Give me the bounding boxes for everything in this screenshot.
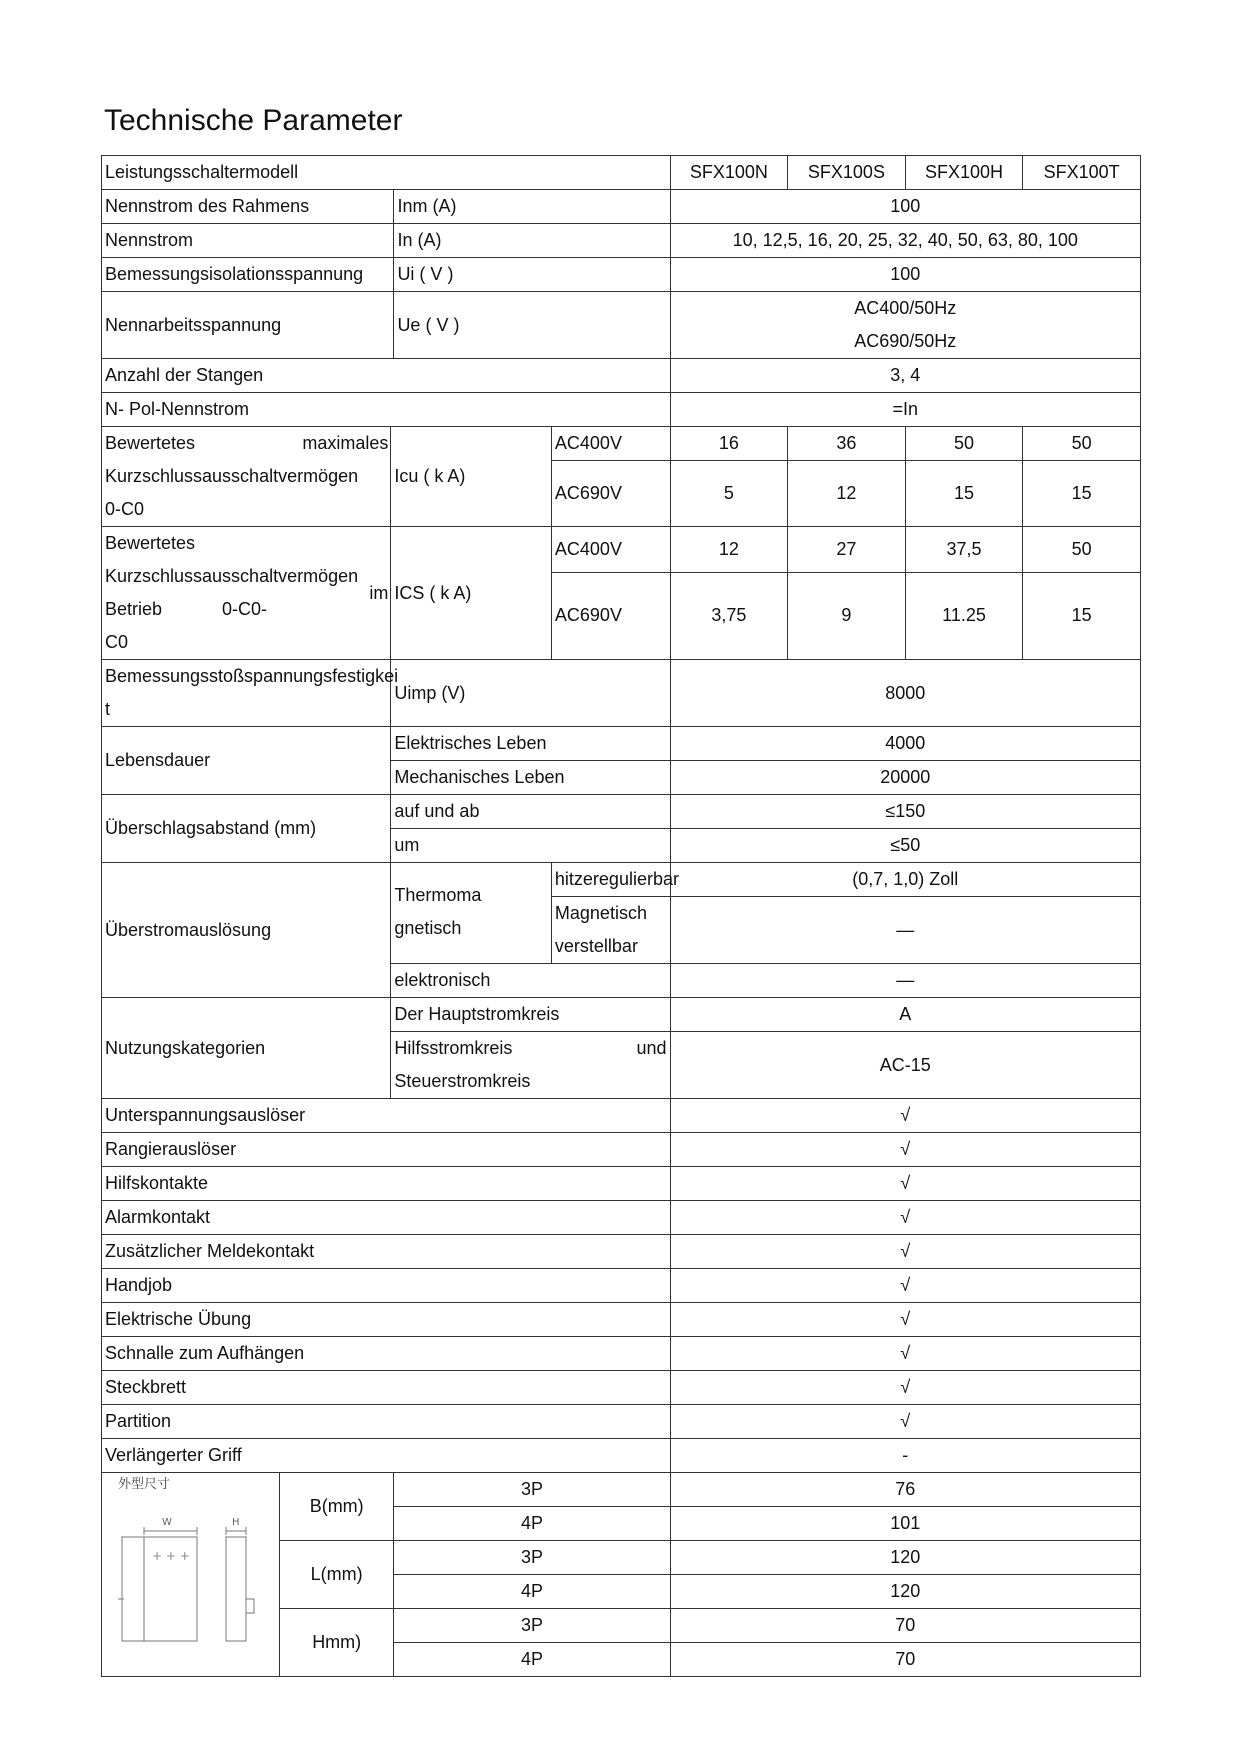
accessory-value: √ (670, 1269, 1140, 1303)
accessory-label: Handjob (102, 1269, 671, 1303)
row-value: 10, 12,5, 16, 20, 25, 32, 40, 50, 63, 80, 100 (670, 224, 1140, 258)
row-value: — (670, 964, 1140, 998)
sub-label: Mechanisches Leben (391, 761, 670, 795)
icu-value: 50 (905, 427, 1023, 461)
accessory-row (102, 1167, 1141, 1201)
ics-unit: ICS ( k A) (391, 527, 552, 660)
icu-label: Bewertetes Kurzschlussausschaltvermögen 0-C0 (102, 427, 280, 527)
accessory-value: √ (670, 1235, 1140, 1269)
dimension-drawing-cell (102, 1473, 280, 1677)
voltage-label: AC400V (551, 527, 670, 573)
drawing-w-label: W (162, 1517, 172, 1528)
icu-value: 15 (1023, 461, 1141, 527)
accessory-row (102, 1337, 1141, 1371)
sub-label: elektronisch (391, 964, 670, 998)
accessory-label: Zusätzlicher Meldekontakt (102, 1235, 671, 1269)
model-name: SFX100S (788, 156, 906, 190)
breaker-outline-drawing (102, 1473, 268, 1663)
model-header-label: Leistungsschaltermodell (102, 156, 671, 190)
flashover-label: Überschlagsabstand (mm) (102, 795, 391, 863)
row-value: A (670, 998, 1140, 1032)
icu-value: 50 (1023, 427, 1141, 461)
accessory-value: √ (670, 1371, 1140, 1405)
row-value: (0,7, 1,0) Zoll (670, 863, 1140, 897)
dimension-value: 76 (670, 1473, 1140, 1507)
icu-value: 5 (670, 461, 788, 527)
icu-row (102, 427, 1141, 461)
sub-label: auf und ab (391, 795, 670, 829)
ics-value: 15 (1023, 572, 1141, 659)
row-label: Nennarbeitsspannung (102, 292, 394, 359)
drawing-terminal-marks: + + + (152, 1549, 190, 1563)
pole-label: 3P (394, 1473, 670, 1507)
dimension-value: 70 (670, 1643, 1140, 1677)
ics-label-tail: im (279, 527, 390, 660)
sub-label: Hilfsstromkreis und Steuerstromkreis (391, 1032, 670, 1099)
row-value: 20000 (670, 761, 1140, 795)
overcurrent-label: Überstromauslösung (102, 863, 391, 998)
overcurrent-row (102, 863, 1141, 897)
life-label: Lebensdauer (102, 727, 391, 795)
row-value: =In (670, 393, 1140, 427)
row-unit: Inm (A) (394, 190, 670, 224)
dimension-value: 120 (670, 1541, 1140, 1575)
accessory-value: √ (670, 1133, 1140, 1167)
model-name: SFX100N (670, 156, 788, 190)
row-unit: Uimp (V) (391, 660, 670, 727)
dimension-drawing (102, 1473, 268, 1663)
row-value (670, 292, 1140, 359)
accessory-value: - (670, 1439, 1140, 1473)
row-value: 4000 (670, 727, 1140, 761)
sub-label: um (391, 829, 670, 863)
row-label: Anzahl der Stangen (102, 359, 671, 393)
sub-label: Der Hauptstromkreis (391, 998, 670, 1032)
voltage-label: AC400V (551, 427, 670, 461)
dimension-value: 120 (670, 1575, 1140, 1609)
accessory-label: Alarmkontakt (102, 1201, 671, 1235)
row-label: Nennstrom (102, 224, 394, 258)
pole-label: 3P (394, 1541, 670, 1575)
row-value: 100 (670, 258, 1140, 292)
row-value: AC-15 (670, 1032, 1140, 1099)
accessory-value: √ (670, 1167, 1140, 1201)
accessory-label: Steckbrett (102, 1371, 671, 1405)
flashover-row (102, 795, 1141, 829)
accessory-row (102, 1201, 1141, 1235)
voltage-label: AC690V (551, 572, 670, 659)
dimension-label: Hmm) (279, 1609, 394, 1677)
row-value: ≤50 (670, 829, 1140, 863)
row-label: Nennstrom des Rahmens (102, 190, 394, 224)
sub-label: hitzeregulierbar (551, 863, 670, 897)
voltage-value: AC690/50Hz (854, 331, 957, 351)
accessory-row (102, 1269, 1141, 1303)
categories-label: Nutzungskategorien (102, 998, 391, 1099)
accessory-label: Verlängerter Griff (102, 1439, 671, 1473)
ics-value: 50 (1023, 527, 1141, 573)
voltage-value: AC400/50Hz (854, 298, 957, 318)
accessory-row (102, 1235, 1141, 1269)
page-title: Technische Parameter (104, 104, 403, 137)
accessory-row (102, 1303, 1141, 1337)
accessory-row (102, 1371, 1141, 1405)
sub-label: Magnetisch verstellbar (551, 897, 670, 964)
voltage-label: AC690V (551, 461, 670, 527)
row-label: Bemessungsisolationsspannung (102, 258, 394, 292)
ics-value: 37,5 (905, 527, 1023, 573)
ics-row (102, 527, 1141, 573)
poles-row (102, 359, 1141, 393)
insulation-voltage-row (102, 258, 1141, 292)
ics-label: Bewertetes Kurzschlussausschaltvermögen Betrieb 0-C0-C0 (102, 527, 280, 660)
impulse-row (102, 660, 1141, 727)
accessory-row (102, 1405, 1141, 1439)
ics-value: 3,75 (670, 572, 788, 659)
row-value: 100 (670, 190, 1140, 224)
row-value: 8000 (670, 660, 1140, 727)
row-unit: In (A) (394, 224, 670, 258)
drawing-caption: 外型尺寸 (118, 1477, 171, 1492)
accessory-value: √ (670, 1303, 1140, 1337)
pole-label: 4P (394, 1643, 670, 1677)
ics-value: 11.25 (905, 572, 1023, 659)
model-name: SFX100H (905, 156, 1023, 190)
pole-label: 4P (394, 1507, 670, 1541)
icu-label-tail: maximales (279, 427, 390, 527)
life-row (102, 727, 1141, 761)
accessory-label: Schnalle zum Aufhängen (102, 1337, 671, 1371)
row-label: N- Pol-Nennstrom (102, 393, 671, 427)
drawing-h-label: H (232, 1517, 240, 1528)
row-value: 3, 4 (670, 359, 1140, 393)
accessory-row (102, 1439, 1141, 1473)
dimension-row (102, 1473, 1141, 1507)
model-name: SFX100T (1023, 156, 1141, 190)
thermo-label: Thermoma gnetisch (391, 863, 552, 964)
dimension-value: 70 (670, 1609, 1140, 1643)
accessory-row (102, 1133, 1141, 1167)
icu-unit: Icu ( k A) (391, 427, 552, 527)
ics-value: 12 (670, 527, 788, 573)
accessory-label: Elektrische Übung (102, 1303, 671, 1337)
sub-label: Elektrisches Leben (391, 727, 670, 761)
accessory-label: Unterspannungsauslöser (102, 1099, 671, 1133)
accessory-value: √ (670, 1337, 1140, 1371)
pole-label: 4P (394, 1575, 670, 1609)
ics-value: 27 (788, 527, 906, 573)
categories-row (102, 998, 1141, 1032)
accessory-label: Partition (102, 1405, 671, 1439)
accessory-label: Rangierauslöser (102, 1133, 671, 1167)
dimension-value: 101 (670, 1507, 1140, 1541)
ics-value: 9 (788, 572, 906, 659)
frame-current-row (102, 190, 1141, 224)
icu-value: 12 (788, 461, 906, 527)
row-value: ≤150 (670, 795, 1140, 829)
operating-voltage-row (102, 292, 1141, 359)
accessory-value: √ (670, 1099, 1140, 1133)
icu-value: 15 (905, 461, 1023, 527)
pole-label: 3P (394, 1609, 670, 1643)
icu-value: 16 (670, 427, 788, 461)
row-value: — (670, 897, 1140, 964)
row-unit: Ue ( V ) (394, 292, 670, 359)
row-unit: Ui ( V ) (394, 258, 670, 292)
accessory-label: Hilfskontakte (102, 1167, 671, 1201)
dimension-label: B(mm) (279, 1473, 394, 1541)
accessory-value: √ (670, 1201, 1140, 1235)
row-label: Bemessungsstoßspannungsfestigkei t (102, 660, 391, 727)
accessory-value: √ (670, 1405, 1140, 1439)
parameter-table (101, 155, 1141, 1677)
dimension-label: L(mm) (279, 1541, 394, 1609)
model-header-row (102, 156, 1141, 190)
n-pole-row (102, 393, 1141, 427)
rated-current-row (102, 224, 1141, 258)
icu-value: 36 (788, 427, 906, 461)
accessory-row (102, 1099, 1141, 1133)
